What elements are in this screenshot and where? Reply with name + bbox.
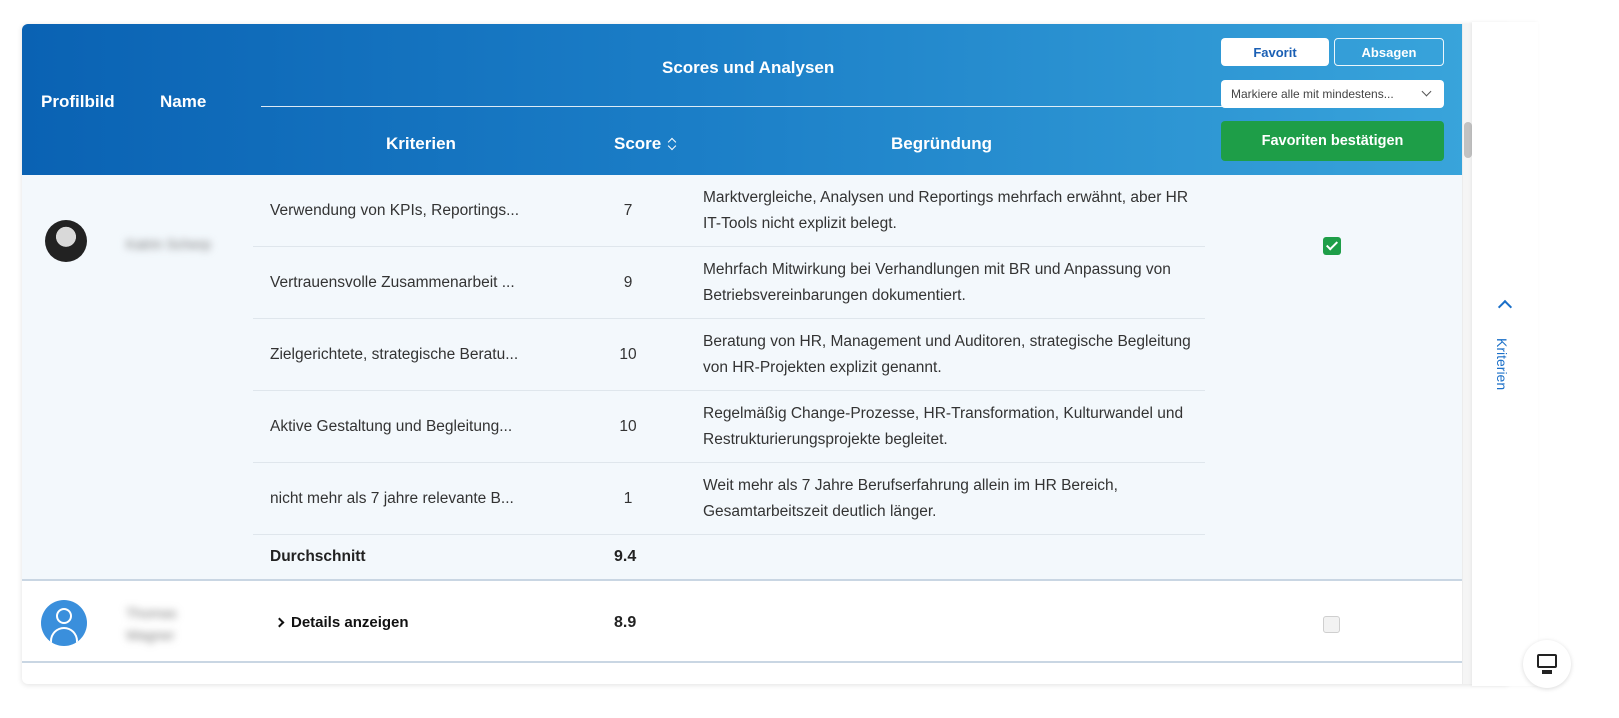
criteria-score: 7 [623,202,633,219]
header-profilbild: Profilbild [41,92,115,111]
header-name: Name [160,92,207,111]
checkbox-checked-icon[interactable] [1323,237,1341,255]
criteria-label: Verwendung von KPIs, Reportings... [270,202,520,219]
criteria-reason: Beratung von HR, Management und Auditoren, strategische Begleitung von HR-Projekten explizit genannt. [703,333,1191,376]
criteria-score: 1 [623,490,633,507]
table-header [22,24,1510,181]
criteria-reason: Marktvergleiche, Analysen und Reportings mehrfach erwähnt, aber HR IT-Tools nicht explizit belegt. [703,189,1189,232]
criteria-score: 10 [619,418,637,435]
sort-icon[interactable] [667,137,677,151]
criteria-reason: Regelmäßig Change-Prozesse, HR-Transformation, Kulturwandel und Restrukturierungsprojekte begleitet. [703,405,1184,448]
monitor-icon [1537,654,1557,668]
chevron-right-icon [275,618,285,628]
header-score-sort[interactable] [614,134,677,154]
header-scores-title: Scores und Analysen [662,58,835,77]
scrollbar-thumb[interactable] [1464,122,1472,158]
tab-absagen[interactable]: Absagen [1334,38,1444,66]
monitor-button[interactable] [1523,640,1571,688]
criteria-row [253,391,1205,463]
candidate-table-card [22,24,1510,684]
candidate-row-collapsed [22,581,1462,663]
candidate-name: Thomas Wagner [126,605,177,643]
header-divider [261,106,1251,107]
average-label: Durchschnitt [270,548,366,565]
header-kriterien: Kriterien [386,134,456,153]
min-score-select-value: Markiere alle mit mindestens... [1231,87,1394,101]
min-score-select[interactable] [1221,80,1444,108]
criteria-reason: Mehrfach Mitwirkung bei Verhandlungen mit BR und Anpassung von Betriebsvereinbarungen dokumentiert. [703,261,1171,304]
candidate-name: Katrin Scherp [126,236,211,252]
criteria-score: 10 [619,346,637,363]
average-score: 9.4 [614,548,637,565]
criteria-row [253,319,1205,391]
header-score-label: Score [614,134,662,153]
average-score: 8.9 [614,614,637,631]
show-details-label: Details anzeigen [291,614,409,631]
default-avatar-icon [41,600,87,646]
confirm-favorites-button[interactable]: Favoriten bestätigen [1221,121,1444,161]
criteria-label: Aktive Gestaltung und Begleitung... [270,418,513,435]
criteria-reason: Weit mehr als 7 Jahre Berufserfahrung allein im HR Bereich, Gesamtarbeitszeit deutlich länger. [703,477,1118,520]
chevron-down-icon [1422,87,1432,97]
avatar [45,220,87,262]
criteria-label: nicht mehr als 7 jahre relevante B... [270,490,514,507]
criteria-label: Zielgerichtete, strategische Beratu... [270,346,519,363]
tab-favorit[interactable]: Favorit [1221,38,1329,66]
checkbox-unchecked-icon[interactable] [1323,616,1340,633]
criteria-row [253,247,1205,319]
criteria-row [253,175,1205,247]
side-panel-toggle-label[interactable]: Kriterien [1494,338,1510,391]
show-details-button[interactable] [276,614,409,631]
criteria-score: 9 [623,274,633,291]
criteria-label: Vertrauensvolle Zusammenarbeit ... [270,274,515,291]
criteria-row [253,463,1205,535]
header-begruendung: Begründung [891,134,993,153]
